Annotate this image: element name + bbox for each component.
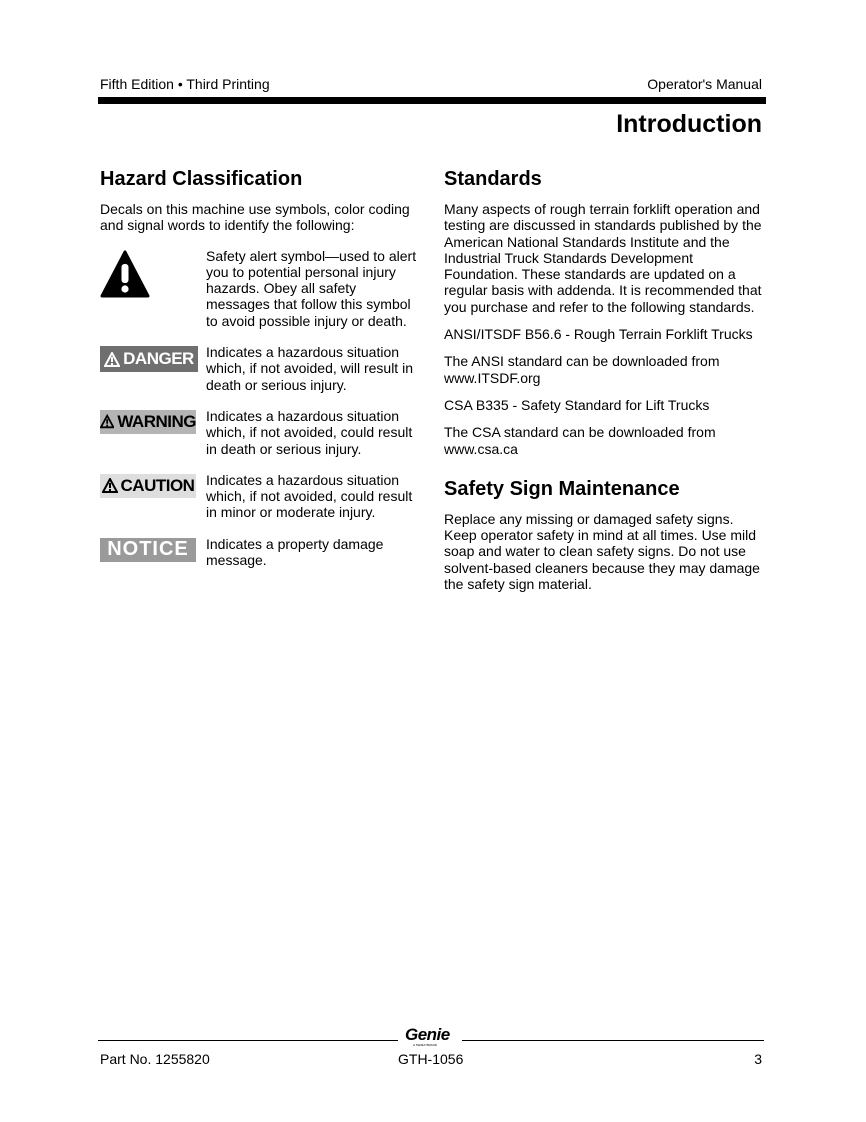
- footer-rule-right: [462, 1040, 764, 1041]
- hazard-intro: Decals on this machine use symbols, color coding and signal words to identify the following:: [100, 201, 410, 234]
- hazard-danger-text: Indicates a hazardous situation which, if not avoided, will result in death or serious injury.: [206, 344, 413, 393]
- hazard-item-warning: [100, 408, 422, 457]
- standards-paragraph: Many aspects of rough terrain forklift operation and testing are discussed in standards published by the American National Standards Institute and the Industrial Truck Standards Development Foundation. These standards are updated on a regular basis with addenda. It is recommended that you purchase and refer to the following standards.: [444, 201, 762, 315]
- genie-logo: Genie: [405, 1025, 450, 1044]
- header-edition: Fifth Edition • Third Printing: [100, 76, 270, 92]
- footer-rule-left: [98, 1040, 398, 1041]
- hazard-alert-text: Safety alert symbol—used to alert you to potential personal injury hazards. Obey all safety messages that follow this symbol to avoid possible injury or death.: [206, 247, 417, 329]
- hazard-item-notice: [100, 536, 422, 569]
- standards-ansi-download: The ANSI standard can be downloaded from www.ITSDF.org: [444, 353, 720, 386]
- standards-ansi: ANSI/ITSDF B56.6 - Rough Terrain Forklift Trucks: [444, 326, 753, 343]
- hazard-notice-text: Indicates a property damage message.: [206, 535, 384, 569]
- notice-label: NOTICE: [100, 538, 196, 562]
- hazard-caution-text: Indicates a hazardous situation which, if not avoided, could result in minor or moderate injury.: [206, 471, 413, 521]
- hazard-warning-text: Indicates a hazardous situation which, if not avoided, could result in death or serious injury.: [206, 407, 413, 457]
- standards-section: [444, 167, 768, 592]
- safety-alert-icon: [100, 250, 150, 298]
- standards-csa: CSA B335 - Safety Standard for Lift Trucks: [444, 396, 710, 413]
- hazard-item-caution: [100, 472, 422, 521]
- genie-logo-tagline: A TEREX BRAND: [413, 1043, 437, 1047]
- footer-part-number: Part No. 1255820: [100, 1051, 210, 1067]
- maintenance-text: Replace any missing or damaged safety signs. Keep operator safety in mind at all times. Use mild soap and water to clean safety signs. Do not use solvent-based cleaners because they may damage the safety sign material.: [444, 510, 760, 593]
- caution-label: CAUTION: [100, 474, 196, 498]
- warning-triangle-icon: [104, 352, 120, 367]
- header-rule: [98, 97, 766, 104]
- hazard-item-alert: [100, 248, 422, 329]
- header-manual-title: Operator's Manual: [647, 76, 762, 92]
- danger-label: DANGER: [100, 346, 198, 372]
- hazard-heading: Hazard Classification: [100, 168, 303, 190]
- footer-page-number: 3: [754, 1051, 762, 1067]
- standards-heading: Standards: [444, 168, 542, 190]
- warning-triangle-icon: [102, 478, 118, 493]
- maintenance-heading: Safety Sign Maintenance: [444, 477, 680, 500]
- page-title: Introduction: [616, 110, 762, 138]
- warning-triangle-icon: [100, 414, 114, 429]
- standards-csa-download: The CSA standard can be downloaded from www.csa.ca: [444, 424, 716, 457]
- warning-label: WARNING: [100, 410, 196, 434]
- hazard-section: [100, 167, 422, 583]
- hazard-item-danger: [100, 344, 422, 393]
- footer-model: GTH-1056: [398, 1051, 464, 1067]
